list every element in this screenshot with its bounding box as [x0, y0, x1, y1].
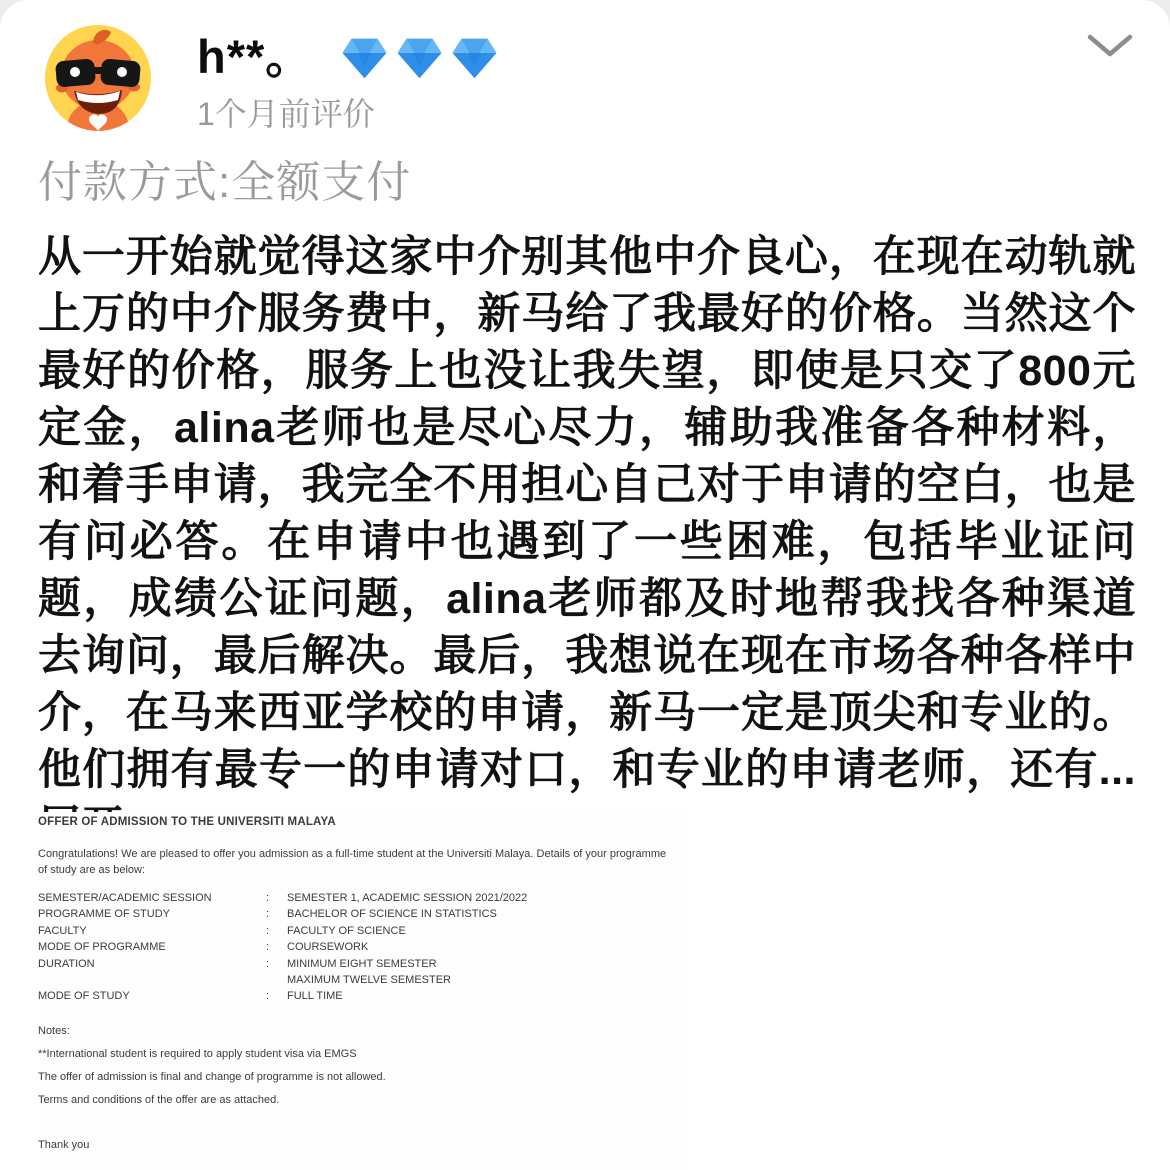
letter-details-table — [38, 890, 690, 1005]
table-row: SEMESTER/ACADEMIC SESSION : SEMESTER 1, ACADEMIC SESSION 2021/2022 — [38, 892, 528, 904]
table-row: MODE OF PROGRAMME : COURSEWORK — [38, 941, 369, 954]
letter-note: Terms and conditions of the offer are as attached. — [38, 1093, 280, 1106]
review-time: 1个月前评价 — [197, 96, 375, 132]
attachment-letter-image[interactable] — [38, 812, 690, 1170]
letter-note: The offer of admission is final and change of programme is not allowed. — [38, 1070, 386, 1083]
chevron-down-icon[interactable] — [1087, 33, 1133, 59]
username: h**。 — [197, 30, 314, 83]
diamond-icon — [396, 36, 443, 80]
member-level — [341, 34, 498, 80]
table-row: FACULTY : FACULTY OF SCIENCE — [38, 924, 406, 937]
user-block — [197, 25, 498, 133]
letter-intro: Congratulations! We are pleased to offer you admission as a full-time student at the Universiti Malaya. Details of your programme of study are as below: — [38, 848, 667, 876]
diamond-icon — [341, 36, 388, 80]
review-text — [38, 229, 1136, 856]
letter-note: **International student is required to apply student visa via EMGS — [38, 1047, 357, 1060]
payment-method: 付款方式:全额支付 — [38, 158, 412, 207]
avatar — [45, 25, 151, 131]
letter-notes-heading: Notes: — [38, 1024, 70, 1037]
review-text-content: 从一开始就觉得这家中介别其他中介良心，在现在动轨就上万的中介服务费中，新马给了我最好的价格。当然这个最好的价格，服务上也没让我失望，即使是只交了800元定金，alina老师也是尽心尽力，辅助我准备各种材料，和着手申请，我完全不用担心自己对于申请的空白，也是有问必答。在申请中也遇到了一些困难，包括毕业证问题，成绩公证问题，alina老师都及时地帮我找各种渠道去询问，最后解决。最后，我想说在现在市场各种各样中介，在马来西亚学校的申请，新马一定是顶尖和专业的。他们拥有最专一的申请对口，和专业的申请老师，还有... — [38, 233, 1136, 794]
diamond-icon — [451, 36, 498, 80]
table-row: DURATION : MINIMUM EIGHT SEMESTER — [38, 957, 437, 970]
table-row: MAXIMUM TWELVE SEMESTER — [287, 974, 452, 987]
table-row: MODE OF STUDY : FULL TIME — [38, 990, 343, 1003]
review-header — [45, 25, 1135, 133]
table-row: PROGRAMME OF STUDY : BACHELOR OF SCIENCE IN STATISTICS — [38, 908, 497, 921]
letter-closing: Thank you — [38, 1138, 90, 1151]
letter-title: OFFER OF ADMISSION TO THE UNIVERSITI MALAYA — [38, 816, 336, 828]
